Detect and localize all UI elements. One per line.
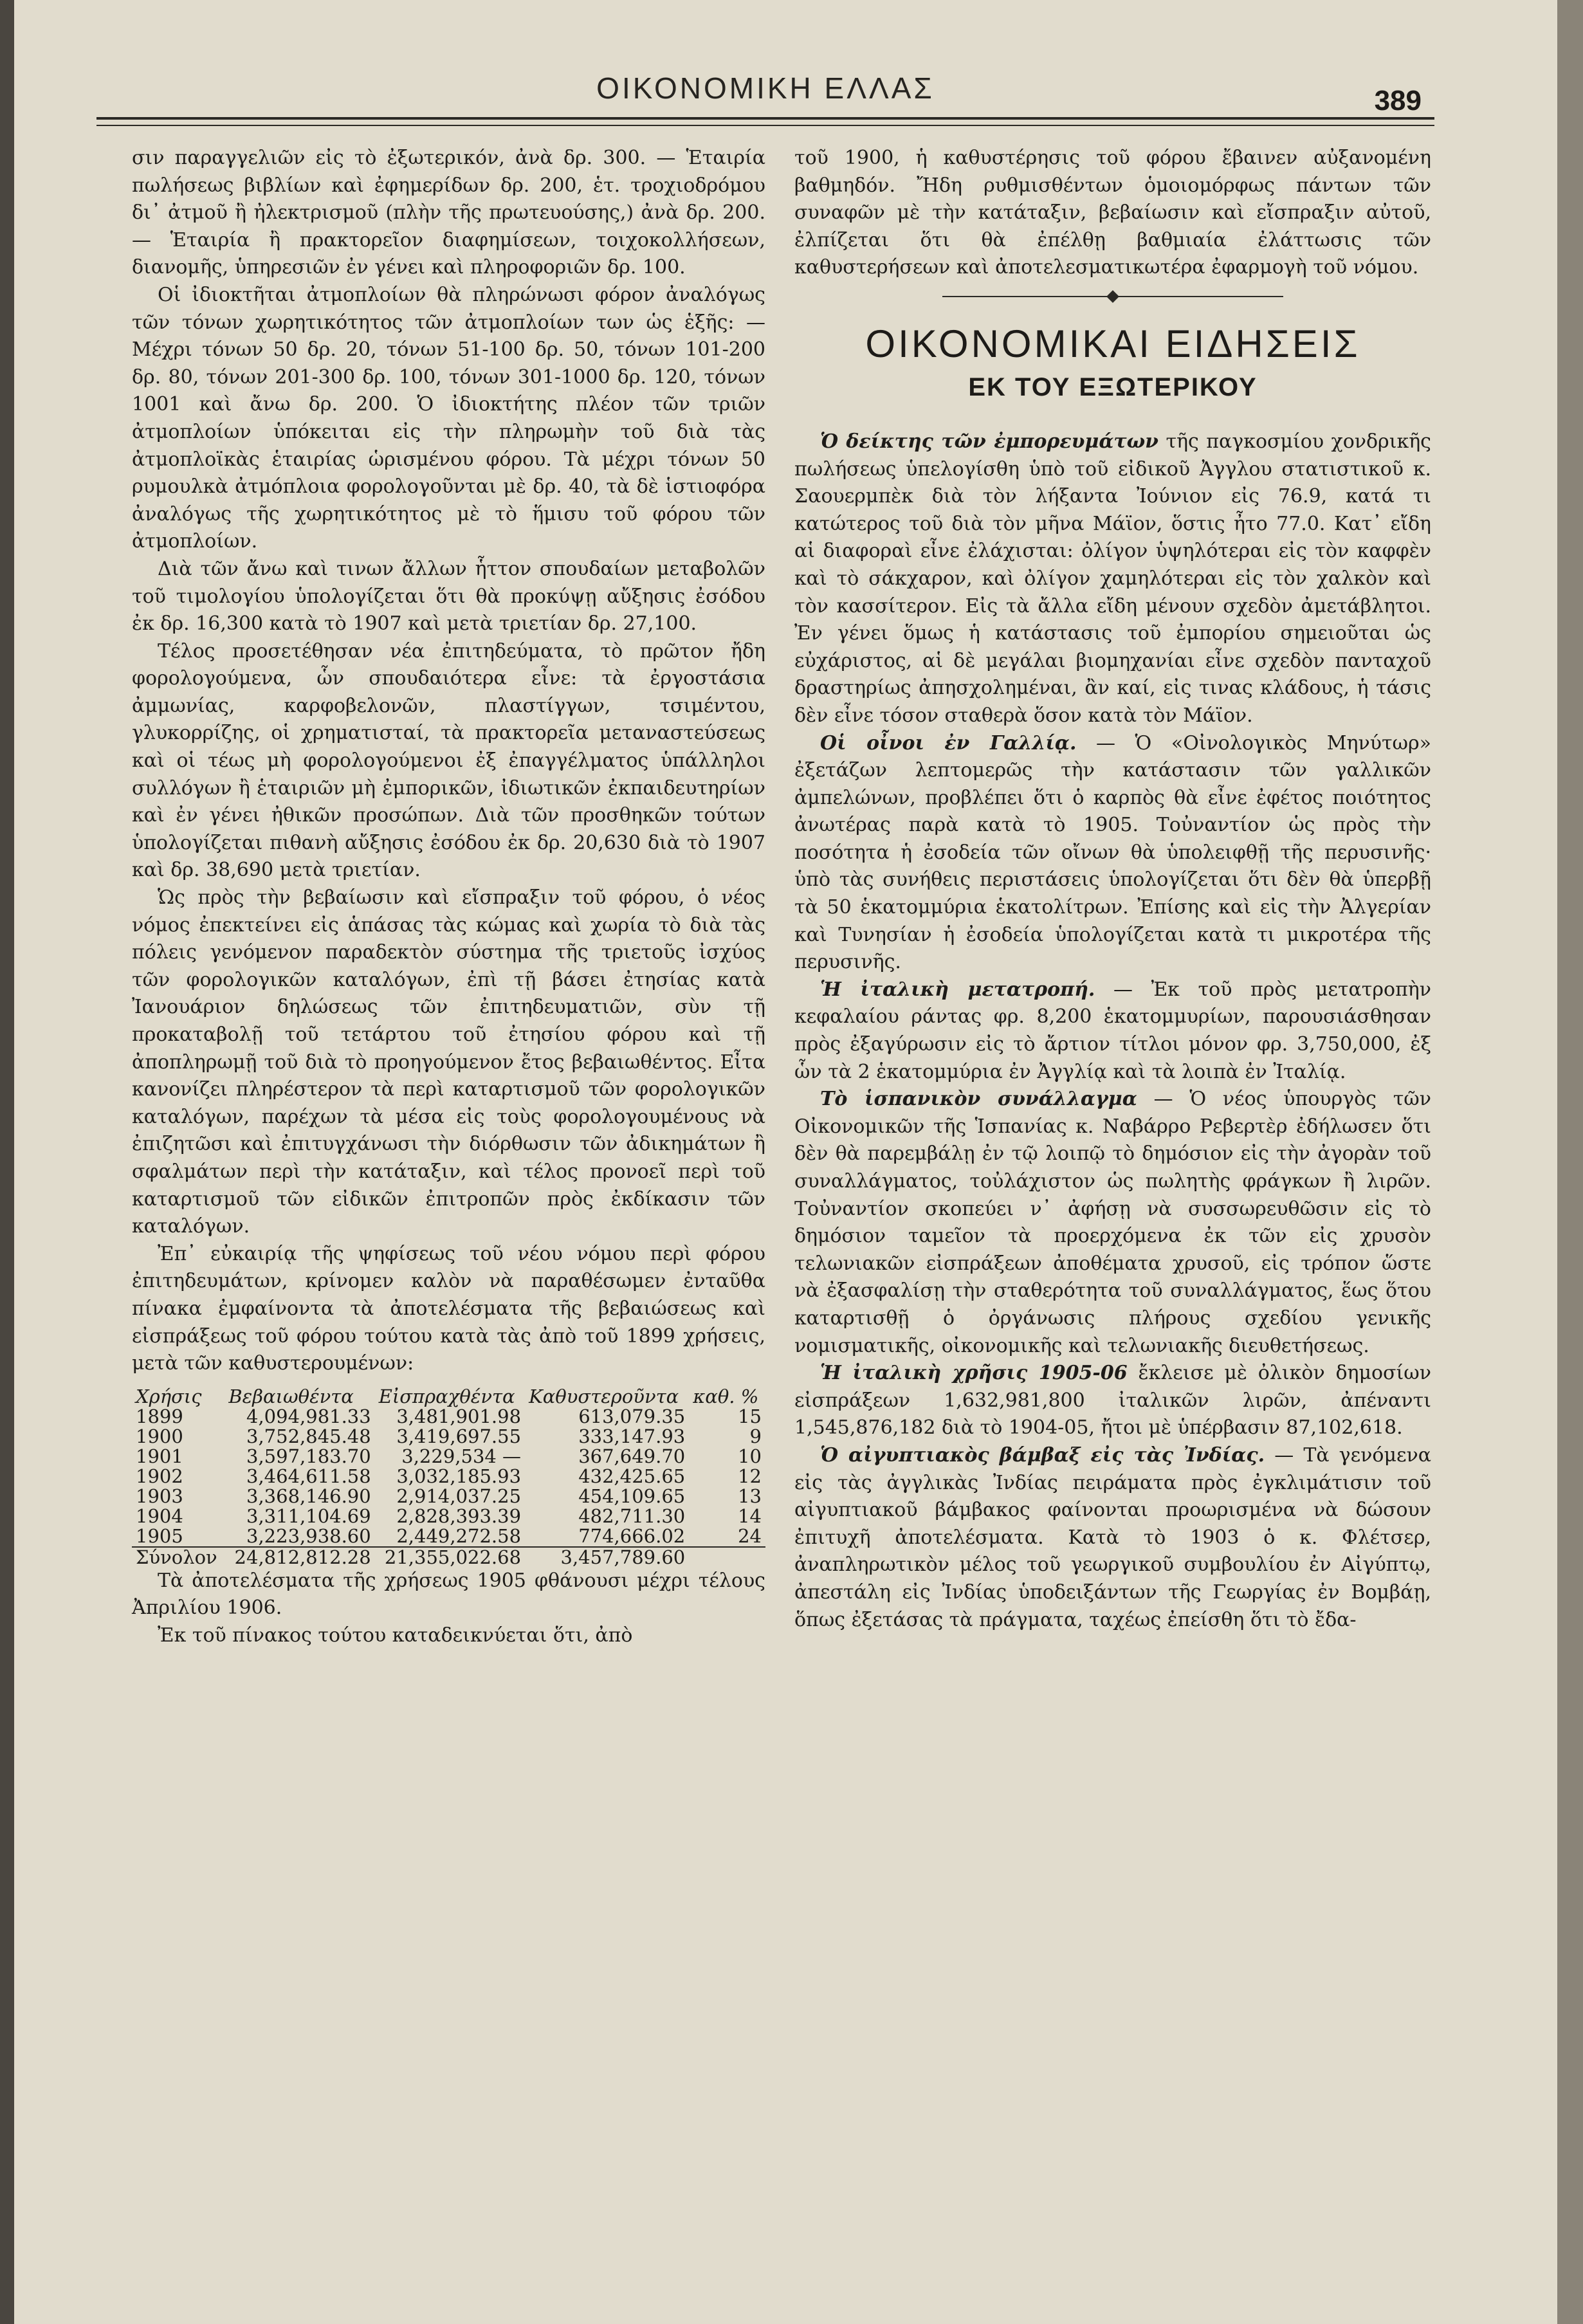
- table-total-row: [132, 1547, 765, 1568]
- paragraph: σιν παραγγελιῶν εἰς τὸ ἐξωτερικόν, ἀνὰ δρ. 300. — Ἑταιρία πωλήσεως βιβλίων καὶ ἐφημερίδων δρ. 200, ἑτ. τροχιοδρόμου δι᾽ ἀτμοῦ ἢ ἠλεκτρισμοῦ (πλὴν τῆς πρωτευούσης,) ἀνὰ δρ. 200. — Ἑταιρία ἢ πρακτορεῖον διαφημίσεων, τοιχοκολλήσεων, διανομῆς, ὑπηρεσιῶν ἐν γένει καὶ πληροφοριῶν δρ. 100.: [132, 147, 765, 279]
- header-rule-thin: [96, 125, 1434, 126]
- news-item: [794, 1442, 1431, 1634]
- table-cell: Σύνολον: [132, 1547, 224, 1568]
- table-cell: 9: [749, 1425, 762, 1447]
- binding-edge: [0, 0, 14, 2324]
- news-item-text: — Τὰ γενόμενα εἰς τὰς ἀγγλικὰς Ἰνδίας πειράματα πρὸς ἐγκλιμάτισιν τοῦ αἰγυπτιακοῦ βάμβακος φαίνονται προωρισμένα νὰ δώσουν ἐπιτυχῆ ἀποτελέσματα. Κατὰ τὸ 1903 ὁ κ. Φλέτσερ, ἀναπληρωτικὸν μέλος τοῦ γεωργικοῦ συμβουλίου ἐν Αἰγύπτῳ, ἀπεστάλη εἰς Ἰνδίας ὑποδειξάντων τῆς Γεωργίας ἐν Βομβάῃ, ὅπως ἐξετάσας τὰ πράγματα, ταχέως ἐπείσθη ὅτι τὸ ἔδα-: [794, 1443, 1431, 1631]
- news-item-heading: Ὁ δείκτης τῶν ἐμπορευμάτων: [820, 430, 1158, 453]
- table-cell: 1903: [136, 1485, 183, 1507]
- news-item: [794, 1086, 1431, 1360]
- news-item-heading: Οἱ οἶνοι ἐν Γαλλίᾳ.: [820, 731, 1077, 755]
- news-item-text: — Ἐκ τοῦ πρὸς μετατροπὴν κεφαλαίου ράντας φρ. 8,200 ἑκατομμυρίων, παρουσιάσθησαν πρὸς ἐξαγύρωσιν εἰς τὸ ἄρτιον τίτλοι μόνον φρ. 3,750,000, ἐξ ὧν τὰ 2 ἑκατομμύρια ἐν Ἀγγλίᾳ καὶ τὰ λοιπὰ ἐν Ἰταλίᾳ.: [794, 978, 1431, 1083]
- table-cell: 3,597,183.70: [246, 1445, 371, 1467]
- page-number: 389: [1374, 85, 1422, 116]
- left-column: [132, 145, 765, 1650]
- table-cell: 333,147.93: [578, 1425, 686, 1447]
- table-cell: 24,812,812.28: [224, 1547, 374, 1568]
- table-row: [132, 1506, 765, 1526]
- news-item-heading: Ὁ αἰγυπτιακὸς βάμβαξ εἰς τὰς Ἰνδίας.: [820, 1443, 1265, 1467]
- table-cell: 24: [738, 1524, 762, 1547]
- table-cell: 14: [738, 1505, 762, 1527]
- table-cell: 4,094,981.33: [246, 1405, 371, 1427]
- table-cell: 2,828,393.39: [396, 1505, 522, 1527]
- news-item-text: — Ὁ νέος ὑπουργὸς τῶν Οἰκονομικῶν τῆς Ἱσπανίας κ. Ναβάρρο Ρεβερτὲρ ἐδήλωσεν ὅτι δὲν θὰ παρεμβάλῃ ἐν τῷ λοιπῷ τὸ δημόσιον εἰς τὴν ἀγορὰν τοῦ συναλλάγματος, τοὐλάχιστον ὡς πωλητὴς φράγκων ἢ λιρῶν. Τοὐναντίον σκοπεύει ν᾽ ἀφήσῃ νὰ συσσωρευθῶσιν εἰς τὸ δημόσιον ταμεῖον τὰ προερχόμενα ἐκ τῶν εἰς χρυσὸν τελωνιακῶν εἰσπράξεων ἀποθέματα χρυσοῦ, εἰς τρόπον ὥστε νὰ ἐξασφαλίσῃ τὴν σταθερότητα τοῦ συναλλάγματος, ἕως ὅτου καταρτισθῇ ὁ ὀργάνωσις πλήρους σχεδίου γενικῆς νομισματικῆς, οἰκονομικῆς καὶ τελωνιακῆς διευθετήσεως.: [794, 1088, 1431, 1357]
- paragraph: Διὰ τῶν ἄνω καὶ τινων ἄλλων ἧττον σπουδαίων μεταβολῶν τοῦ τιμολογίου ὑπολογίζεται ὅτι θὰ προκύψῃ αὔξησις ἐσόδου ἐκ δρ. 16,300 κατὰ τὸ 1907 καὶ μετὰ τριετίαν δρ. 27,100.: [132, 557, 765, 636]
- table-cell: 3,457,789.60: [525, 1547, 689, 1568]
- table-cell: 15: [738, 1405, 762, 1427]
- paragraph: τοῦ 1900, ἡ καθυστέρησις τοῦ φόρου ἔβαινεν αὐξανομένη βαθμηδόν. Ἤδη ρυθμισθέντων ὁμοιομόρφως πάντων τῶν συναφῶν μὲ τὴν κατάταξιν, βεβαίωσιν καὶ εἴσπραξιν αὐτοῦ, ἐλπίζεται ὅτι θὰ ἐπέλθῃ βαθμιαία ἐλάττωσις τῶν καθυστερήσεων καὶ ἀποτελεσματικωτέρα ἐφαρμογὴ τοῦ νόμου.: [794, 147, 1431, 279]
- news-item-text: τῆς παγκοσμίου χονδρικῆς πωλήσεως ὑπελογίσθη ὑπὸ τοῦ εἰδικοῦ Ἀγγλου στατιστικοῦ κ. Σαουερμπὲκ διὰ τὸν λήξαντα Ἰούνιον εἰς 76.9, κατά τι κατώτερος τοῦ διὰ τὸν μῆνα Μάϊον, ὅστις ἦτο 77.0. Κατ᾽ εἴδη αἱ διαφοραὶ εἶνε ἐλάχισται: ὀλίγον ὑψηλότεραι εἰς τὸν καφφὲν καὶ τὸ σάκχαρον, καὶ ὀλίγον χαμηλότεραι εἰς τὸν χαλκὸν καὶ τὸν κασσίτερον. Εἰς τὰ ἄλλα εἴδη μένουν σχεδὸν ἀμετάβλητοι. Ἐν γένει ὅμως ἡ κατάστασις τοῦ ἐμπορίου σημειοῦται ὡς εὐχάριστος, αἱ δὲ μεγάλαι βιομηχανίαι εἶνε σχεδὸν πανταχοῦ δραστηρίως ἀπησχολημέναι, ἂν καί, εἰς τινας κλάδους, ἡ τάσις δὲν εἶνε τόσον σταθερὰ ὅσον κατὰ τὸν Μάϊον.: [794, 430, 1431, 727]
- table-cell: 3,464,611.58: [246, 1465, 371, 1487]
- table-cell: 1899: [136, 1405, 183, 1427]
- table-cell: 21,355,022.68: [375, 1547, 525, 1568]
- table-cell: 613,079.35: [578, 1405, 686, 1427]
- table-cell: 1904: [136, 1505, 183, 1527]
- table-cell: 482,711.30: [578, 1505, 686, 1527]
- news-item-text: — Ὁ «Οἰνολογικὸς Μηνύτωρ» ἐξετάζων λεπτομερῶς τὴν κατάστασιν τῶν γαλλικῶν ἀμπελώνων, προβλέπει ὅτι ὁ καρπὸς θὰ εἶνε ἐφέτος ποιότητος ἀνωτέρας παρὰ κατὰ τὸ 1905. Τοὐναντίον ὡς πρὸς τὴν ποσότητα ἡ ἐσοδεία τῶν οἴνων θὰ ὑπολειφθῇ τῆς περυσινῆς· ὑπὸ τὰς συνήθεις περιστάσεις ὑπολογίζεται ὅτι δὲν θὰ ὑπερβῇ τὰ 50 ἑκατομμύρια ἑκατολίτρων. Ἐπίσης καὶ εἰς τὴν Ἀλγερίαν καὶ Τυνησίαν ἡ ἐσοδεία ὑπολογίζεται κατὰ τι μικροτέρα τῆς περυσινῆς.: [794, 731, 1432, 974]
- paragraph: Τὰ ἀποτελέσματα τῆς χρήσεως 1905 φθάνουσι μέχρι τέλους Ἀπριλίου 1906.: [132, 1569, 765, 1620]
- table-row: [132, 1467, 765, 1487]
- table-cell: 2,914,037.25: [396, 1485, 522, 1507]
- table-cell: 3,229,534 —: [401, 1445, 522, 1467]
- table-header-row: [132, 1387, 765, 1407]
- table-cell: 13: [738, 1485, 762, 1507]
- table-cell: 1905: [136, 1524, 183, 1547]
- table-row: [132, 1526, 765, 1547]
- section-divider: [794, 291, 1431, 302]
- section-subtitle: ΕΚ ΤΟΥ ΕΞΩΤΕΡΙΚΟΥ: [968, 372, 1258, 401]
- paragraph: Τέλος προσετέθησαν νέα ἐπιτηδεύματα, τὸ πρῶτον ἤδη φορολογούμενα, ὧν σπουδαιότερα εἶνε: τὰ ἐργοστάσια ἀμμωνίας, καρφοβελονῶν, πλαστίγγων, τσιμέντου, γλυκορρίζης, οἱ χρηματισταί, τὰ πρακτορεῖα μεταναστεύσεως καὶ οἱ τέως μὴ φορολογούμενοι ἐξ ἐπαγγέλματος ὑπάλληλοι συλλόγων ἢ ἑταιριῶν μὴ ἐμπορικῶν, ἰδιωτικῶν ἐκπαιδευτηρίων καὶ ἐν γένει ἠθικῶν προσώπων. Διὰ τῶν προσθηκῶν τούτων ὑπολογίζεται πιθανὴ αὔξησις ἐσόδου ἐκ δρ. 20,630 διὰ τὸ 1907 καὶ δρ. 38,690 μετὰ τριετίαν.: [132, 639, 765, 882]
- column-header: Καθυστεροῦντα: [529, 1385, 679, 1407]
- table-cell: 3,223,938.60: [246, 1524, 371, 1547]
- header-rule: [96, 117, 1434, 120]
- table-cell: 12: [738, 1465, 762, 1487]
- news-item: [794, 428, 1431, 730]
- news-item: [794, 730, 1431, 976]
- table-cell: 774,666.02: [578, 1524, 686, 1547]
- table-cell: 3,032,185.93: [396, 1465, 522, 1487]
- table-cell: 10: [738, 1445, 762, 1467]
- divider-ornament-icon: [1106, 290, 1119, 303]
- table-row: [132, 1487, 765, 1506]
- table-cell: 3,368,146.90: [246, 1485, 371, 1507]
- table-cell: 367,649.70: [578, 1445, 686, 1467]
- table-cell: 432,425.65: [578, 1465, 686, 1487]
- journal-title: ΟΙΚΟΝΟΜΙΚΗ ΕΛΛΑΣ: [596, 71, 935, 105]
- table-cell: 1901: [136, 1445, 183, 1467]
- table-cell: 3,481,901.98: [396, 1405, 522, 1427]
- table-cell: 3,752,845.48: [246, 1425, 371, 1447]
- paragraph: Ἐπ᾽ εὐκαιρίᾳ τῆς ψηφίσεως τοῦ νέου νόμου περὶ φόρου ἐπιτηδευμάτων, κρίνομεν καλὸν νὰ παραθέσωμεν ἐνταῦθα πίνακα ἐμφαίνοντα τὰ ἀποτελέσματα τῆς βεβαιώσεως καὶ εἰσπράξεως τοῦ φόρου τούτου κατὰ τὰς ἀπὸ τοῦ 1899 χρήσεις, μετὰ τῶν καθυστερουμένων:: [132, 1242, 765, 1375]
- paragraph: Ἐκ τοῦ πίνακος τούτου καταδεικνύεται ὅτι, ἀπὸ: [158, 1624, 633, 1647]
- news-item-heading: Τὸ ἱσπανικὸν συνάλλαγμα: [820, 1088, 1137, 1111]
- table-cell: 2,449,272.58: [396, 1524, 522, 1547]
- news-item-heading: Ἡ ἰταλικὴ μετατροπή.: [820, 978, 1095, 1001]
- news-item: [794, 1360, 1431, 1442]
- column-header: Χρήσις: [136, 1385, 202, 1407]
- tax-results-table: [132, 1387, 765, 1568]
- page-edge: [1557, 0, 1583, 2324]
- table-cell: 3,311,104.69: [246, 1505, 371, 1527]
- column-header: Βεβαιωθέντα: [228, 1385, 354, 1407]
- table-cell: [689, 1547, 765, 1568]
- news-item-heading: Ἡ ἰταλικὴ χρῆσις 1905-06: [820, 1362, 1128, 1385]
- table-row: [132, 1427, 765, 1447]
- news-item: [794, 976, 1431, 1086]
- table-cell: 454,109.65: [578, 1485, 686, 1507]
- right-column: [794, 145, 1431, 1634]
- column-header: Εἰσπραχθέντα: [378, 1385, 515, 1407]
- news-item-text: ἔκλεισε μὲ ὀλικὸν δημοσίων εἰσπράξεων 1,632,981,800 ἰταλικῶν λιρῶν, ἀπέναντι 1,545,876,182 διὰ τὸ 1904-05, ἤτοι μὲ ὑπέρβασιν 87,102,618.: [794, 1362, 1431, 1440]
- column-header: καθ. %: [693, 1385, 759, 1407]
- table-cell: 3,419,697.55: [396, 1425, 522, 1447]
- table-row: [132, 1407, 765, 1427]
- paragraph: Ὡς πρὸς τὴν βεβαίωσιν καὶ εἴσπραξιν τοῦ φόρου, ὁ νέος νόμος ἐπεκτείνει εἰς ἁπάσας τὰς κώμας καὶ χωρία τὸ διὰ τὰς πόλεις γενόμενον παραδεκτὸν σύστημα τῆς τριετοῦς ἰσχύος τῶν φορολογικῶν καταλόγων, ἐπὶ τῇ βάσει ἐτησίας κατὰ Ἰανουάριον δηλώσεως τῶν ἐπιτηδευματιῶν, σὺν τῇ προκαταβολῇ τοῦ τετάρτου τοῦ ἐτησίου φόρου καὶ τῇ ἀποπληρωμῇ τοῦ διὰ τὸ προηγούμενον ἔτος βεβαιωθέντος. Εἶτα κανονίζει πληρέστερον τὰ περὶ καταρτισμοῦ τῶν φορολογικῶν καταλόγων, παρέχων τὰ μέσα εἰς τοὺς φορολογουμένους νὰ ἐπιζητῶσι καὶ ἐπιτυγχάνωσι τὴν διόρθωσιν τῶν ἀδικημάτων ἢ σφαλμάτων περὶ τὴν κατάταξιν, καὶ τέλος προνοεῖ περὶ τοῦ καταρτισμοῦ τῶν εἰδικῶν ἐπιτροπῶν πρὸς ἐκδίκασιν τῶν καταλόγων.: [132, 886, 765, 1238]
- section-title: ΟΙΚΟΝΟΜΙΚΑΙ ΕΙΔΗΣΕΙΣ: [865, 322, 1360, 365]
- table-row: [132, 1447, 765, 1467]
- table-cell: 1900: [136, 1425, 183, 1447]
- table-cell: 1902: [136, 1465, 183, 1487]
- paragraph: Οἱ ἰδιοκτῆται ἀτμοπλοίων θὰ πληρώνωσι φόρον ἀναλόγως τῶν τόνων χωρητικότητος τῶν ἀτμοπλοίων των ὡς ἑξῆς: — Μέχρι τόνων 50 δρ. 20, τόνων 51-100 δρ. 50, τόνων 101-200 δρ. 80, τόνων 201-300 δρ. 100, τόνων 301-1000 δρ. 120, τόνων 1001 καὶ ἄνω δρ. 200. Ὁ ἰδιοκτήτης πλέον τῶν τριῶν ἀτμοπλοίων ὑπόκειται εἰς τὴν πληρωμὴν τοῦ διὰ τὰς ἀτμοπλοϊκὰς ἑταιρίας ὡρισμένου φόρου. Τὰ μέχρι τόνων 50 ρυμουλκὰ ἀτμόπλοια φορολογοῦνται μὲ δρ. 40, τὰ δὲ ἱστιοφόρα ἀναλόγως τῆς χωρητικότητος μὲ τὸ ἥμισυ τοῦ φόρου τῶν ἀτμοπλοίων.: [132, 283, 765, 553]
